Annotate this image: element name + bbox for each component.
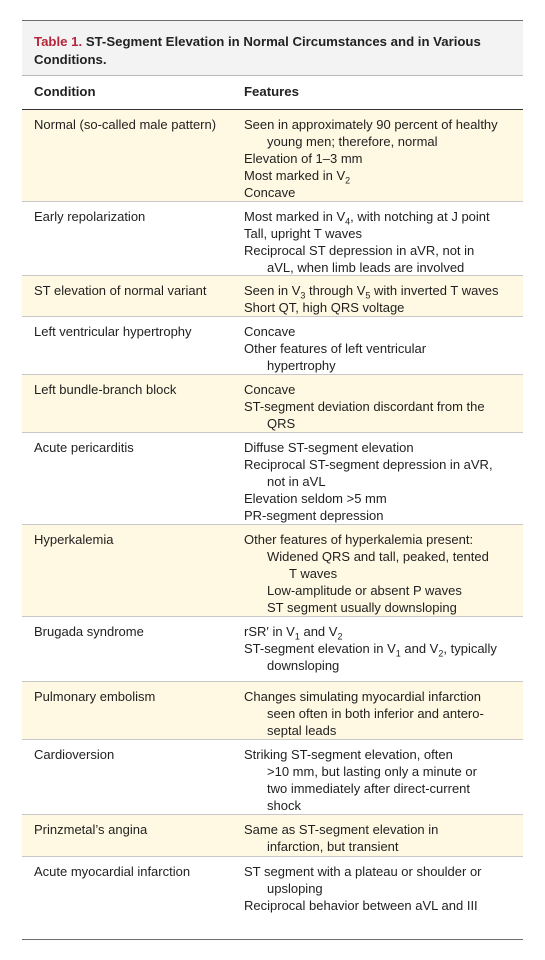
feature-line — [244, 282, 520, 299]
table-title: ST-Segment Elevation in Normal Circumstances and in Various Conditions. — [34, 34, 481, 67]
feature-text: and V — [299, 624, 338, 639]
column-header-features: Features — [244, 84, 299, 99]
subscript: 2 — [337, 631, 343, 642]
table-row — [22, 856, 523, 922]
feature-text: ST-segment elevation in V — [244, 641, 396, 656]
feature-line: upsloping — [267, 881, 323, 896]
table-row — [22, 681, 523, 739]
feature-line: Other features of left ventricular — [244, 341, 427, 356]
features-cell — [244, 531, 520, 616]
feature-line: Diffuse ST-segment elevation — [244, 440, 414, 455]
features-cell — [244, 381, 520, 432]
feature-line: Concave — [244, 324, 296, 339]
feature-line: Changes simulating myocardial infarction — [244, 689, 482, 704]
table-row — [22, 432, 523, 524]
feature-line: Elevation seldom >5 mm — [244, 491, 387, 506]
feature-line: not in aVL — [267, 474, 326, 489]
feature-text: Seen in V — [244, 283, 301, 298]
feature-line: infarction, but transient — [267, 839, 399, 854]
feature-text: , typically — [443, 641, 497, 656]
feature-line: PR-segment depression — [244, 508, 384, 523]
condition-cell: Prinzmetal’s angina — [34, 822, 148, 837]
table-row — [22, 109, 523, 201]
table-frame — [22, 20, 523, 940]
feature-line: Reciprocal ST depression in aVR, not in — [244, 243, 475, 258]
feature-line — [244, 640, 520, 657]
condition-cell: Acute myocardial infarction — [34, 864, 191, 879]
condition-cell: Cardioversion — [34, 747, 115, 762]
feature-line: T waves — [289, 566, 338, 581]
features-cell — [244, 323, 520, 374]
feature-line: Elevation of 1–3 mm — [244, 151, 363, 166]
subscript: 2 — [345, 175, 351, 186]
feature-line: Concave — [244, 185, 296, 200]
feature-line: Striking ST-segment elevation, often — [244, 747, 453, 762]
condition-cell: Left bundle-branch block — [34, 382, 177, 397]
column-headers — [22, 84, 523, 109]
condition-cell: Early repolarization — [34, 209, 146, 224]
subscript: 3 — [300, 290, 306, 301]
subscript: 1 — [294, 631, 300, 642]
features-cell — [244, 821, 520, 855]
features-cell — [244, 439, 520, 524]
subscript: 5 — [365, 290, 371, 301]
feature-line: downsloping — [267, 658, 340, 673]
feature-line — [244, 623, 520, 640]
feature-line: ST segment with a plateau or shoulder or — [244, 864, 482, 879]
feature-text: with inverted T waves — [370, 283, 499, 298]
feature-line: Low-amplitude or absent P waves — [267, 583, 462, 598]
table-caption — [22, 21, 523, 76]
subscript: 1 — [395, 648, 401, 659]
feature-line: >10 mm, but lasting only a minute or — [267, 764, 477, 779]
feature-text: Most marked in V — [244, 168, 346, 183]
feature-line: aVL, when limb leads are involved — [267, 260, 465, 275]
table-row — [22, 739, 523, 814]
features-cell — [244, 688, 520, 739]
features-cell — [244, 746, 520, 814]
feature-line: shock — [267, 798, 301, 813]
table-label: Table 1. — [34, 34, 83, 49]
feature-line: ST segment usually downsloping — [267, 600, 457, 615]
condition-cell: Normal (so-called male pattern) — [34, 117, 217, 132]
subscript: 2 — [438, 648, 444, 659]
feature-line: Short QT, high QRS voltage — [244, 300, 405, 315]
feature-line: Concave — [244, 382, 296, 397]
features-cell — [244, 116, 520, 201]
condition-cell: Brugada syndrome — [34, 624, 144, 639]
condition-cell: ST elevation of normal variant — [34, 283, 207, 298]
feature-line: Widened QRS and tall, peaked, tented — [267, 549, 489, 564]
feature-line: Tall, upright T waves — [244, 226, 363, 241]
feature-line: Seen in approximately 90 percent of healthy — [244, 117, 498, 132]
column-header-condition: Condition — [34, 84, 96, 99]
feature-line: septal leads — [267, 723, 337, 738]
table-row — [22, 201, 523, 275]
feature-text: through V — [305, 283, 366, 298]
table-row — [22, 524, 523, 616]
features-cell — [244, 282, 520, 316]
feature-text: rSR′ in V — [244, 624, 295, 639]
table-row — [22, 616, 523, 681]
feature-line: young men; therefore, normal — [267, 134, 438, 149]
feature-line: ST-segment deviation discordant from the — [244, 399, 485, 414]
condition-cell: Acute pericarditis — [34, 440, 134, 455]
table-row — [22, 814, 523, 856]
features-cell — [244, 208, 520, 276]
feature-line: Same as ST-segment elevation in — [244, 822, 439, 837]
feature-line — [244, 167, 520, 184]
table-body — [22, 109, 523, 922]
feature-text: and V — [400, 641, 439, 656]
feature-line: hypertrophy — [267, 358, 336, 373]
condition-cell: Pulmonary embolism — [34, 689, 156, 704]
feature-line — [244, 208, 520, 225]
features-cell — [244, 623, 520, 674]
feature-line: Reciprocal ST-segment depression in aVR, — [244, 457, 493, 472]
subscript: 4 — [345, 216, 351, 227]
features-cell — [244, 863, 520, 914]
feature-text: , with notching at J point — [350, 209, 490, 224]
feature-line: two immediately after direct-current — [267, 781, 471, 796]
condition-cell: Left ventricular hypertrophy — [34, 324, 192, 339]
table-row — [22, 275, 523, 316]
feature-text: Most marked in V — [244, 209, 346, 224]
feature-line: QRS — [267, 416, 296, 431]
feature-line: Reciprocal behavior between aVL and III — [244, 898, 478, 913]
feature-line: seen often in both inferior and antero- — [267, 706, 484, 721]
feature-line: Other features of hyperkalemia present: — [244, 532, 474, 547]
condition-cell: Hyperkalemia — [34, 532, 114, 547]
table-row — [22, 374, 523, 432]
table-row — [22, 316, 523, 374]
